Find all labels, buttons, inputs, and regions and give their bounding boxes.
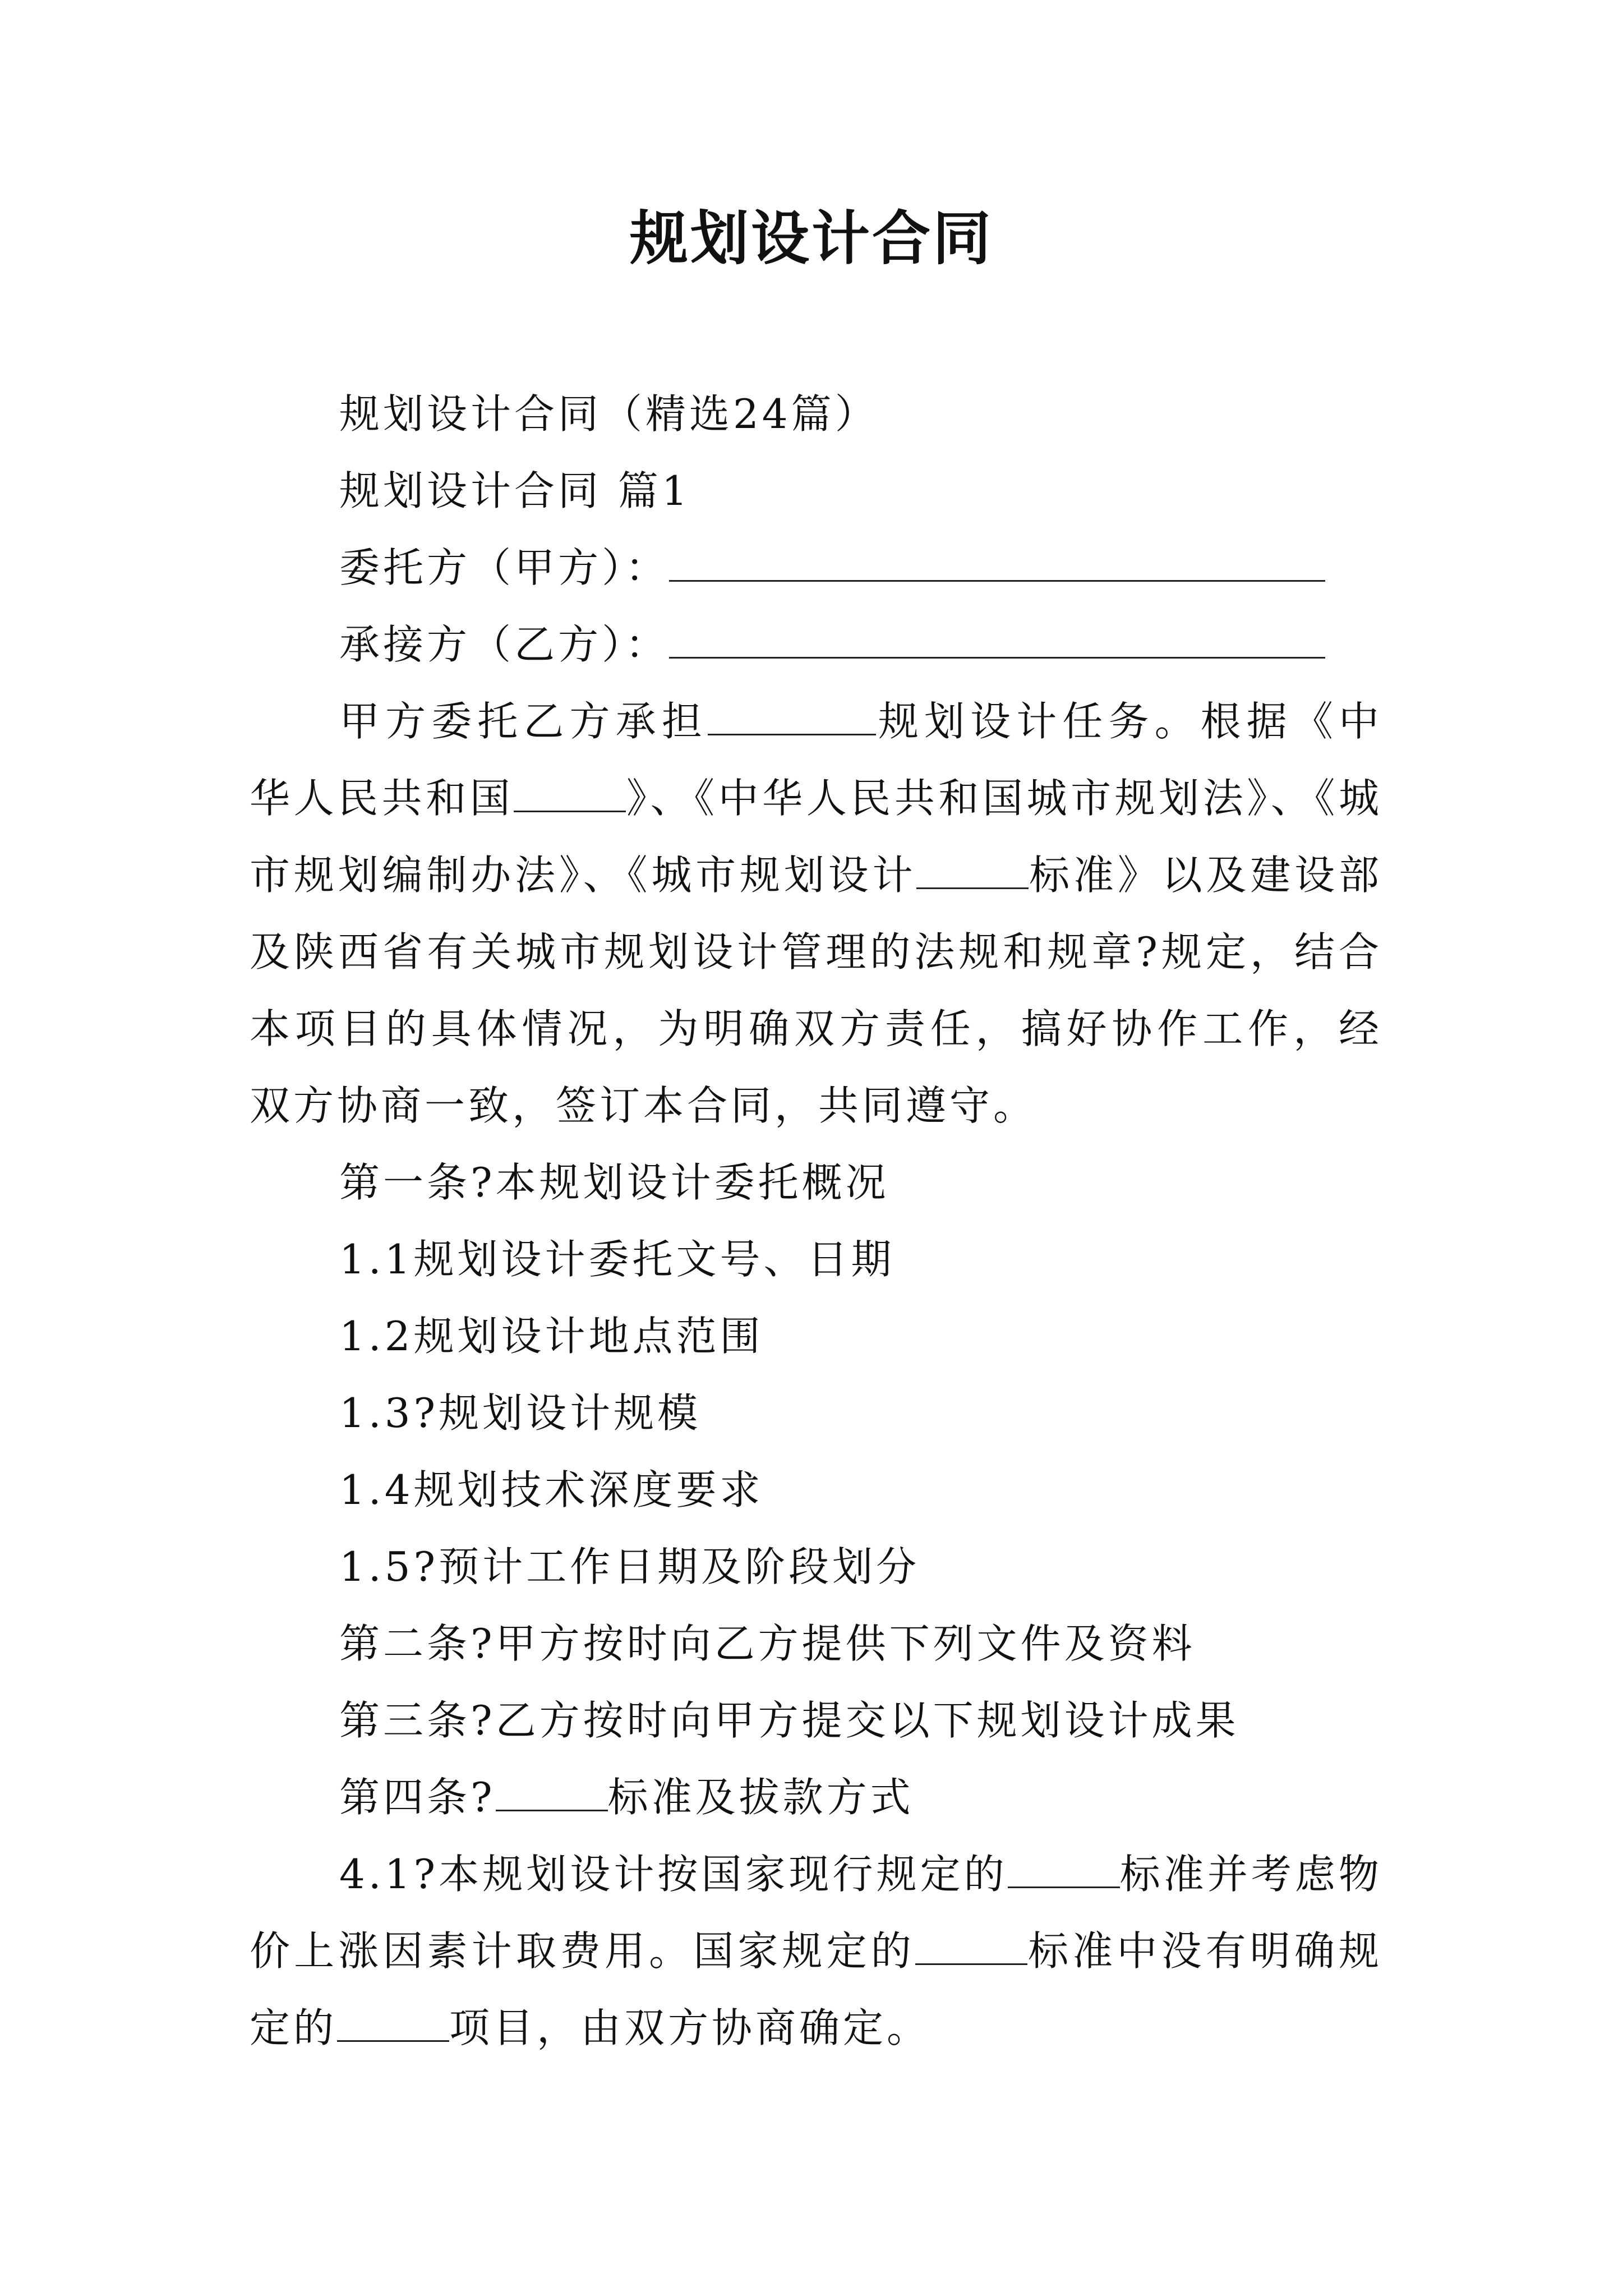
clause-1: 第一条?本规划设计委托概况 <box>339 1159 889 1206</box>
item-1-2: 1.2规划设计地点范围 <box>339 1313 764 1360</box>
intro-text-2: 规划设计任务。根据《中华人民共和国 <box>250 698 1382 822</box>
item-1-3: 1.3?规划设计规模 <box>339 1389 702 1437</box>
fee-standard-blank-2 <box>915 1917 1027 1965</box>
item-1-5: 1.5?预计工作日期及阶段划分 <box>339 1543 920 1590</box>
clause-4-text-1: 第四条? <box>339 1774 496 1821</box>
document-body <box>250 376 1382 2067</box>
item-4-1-text-4: 项目，由双方协商确定。 <box>449 2004 931 2051</box>
standard-blank <box>916 841 1029 889</box>
party-a-label: 委托方（甲方）： <box>339 544 670 591</box>
fee-blank <box>496 1764 608 1811</box>
party-b-line <box>250 606 1382 683</box>
law-blank <box>514 765 626 812</box>
party-b-label: 承接方（乙方）： <box>339 621 670 668</box>
item-4-1 <box>250 1836 1382 2067</box>
intro-paragraph <box>250 683 1382 1144</box>
task-blank <box>708 688 876 735</box>
subtitle: 规划设计合同（精选24篇） <box>339 390 879 438</box>
party-a-blank <box>669 534 1325 582</box>
clause-3: 第三条?乙方按时向甲方提交以下规划设计成果 <box>339 1697 1239 1744</box>
section-heading: 规划设计合同 篇1 <box>339 467 691 514</box>
fee-item-blank <box>337 1994 449 2042</box>
party-a-line <box>250 530 1382 606</box>
intro-text-4: 标准》以及建设部及陕西省有关城市规划设计管理的法规和规章?规定，结合本项目的具体情况，为明确双方责任，搞好协作工作，经双方协商一致，签订本合同，共同遵守。 <box>250 852 1382 1129</box>
item-4-1-text-1: 4.1?本规划设计按国家现行规定的 <box>339 1851 1008 1898</box>
item-1-4: 1.4规划技术深度要求 <box>339 1466 764 1513</box>
intro-text-3: 》、《中华人民共和国城市规划法》、《城市规划编制办法》、《城市规划设计 <box>250 775 1382 899</box>
item-1-1: 1.1规划设计委托文号、日期 <box>339 1236 895 1283</box>
document-title: 规划设计合同 <box>629 204 993 273</box>
party-b-blank <box>669 611 1325 659</box>
clause-4 <box>250 1759 1382 1836</box>
clause-4-text-2: 标准及拔款方式 <box>607 1774 914 1821</box>
intro-text-1: 甲方委托乙方承担 <box>339 698 708 745</box>
clause-2: 第二条?甲方按时向乙方提供下列文件及资料 <box>339 1620 1196 1667</box>
fee-standard-blank-1 <box>1008 1841 1120 1888</box>
item-4-1-text-3: 标准中没有明确规定的 <box>250 1927 1382 2051</box>
item-4-1-text-2: 标准并考虑物价上涨因素计取费用。国家规定的 <box>250 1851 1382 1975</box>
